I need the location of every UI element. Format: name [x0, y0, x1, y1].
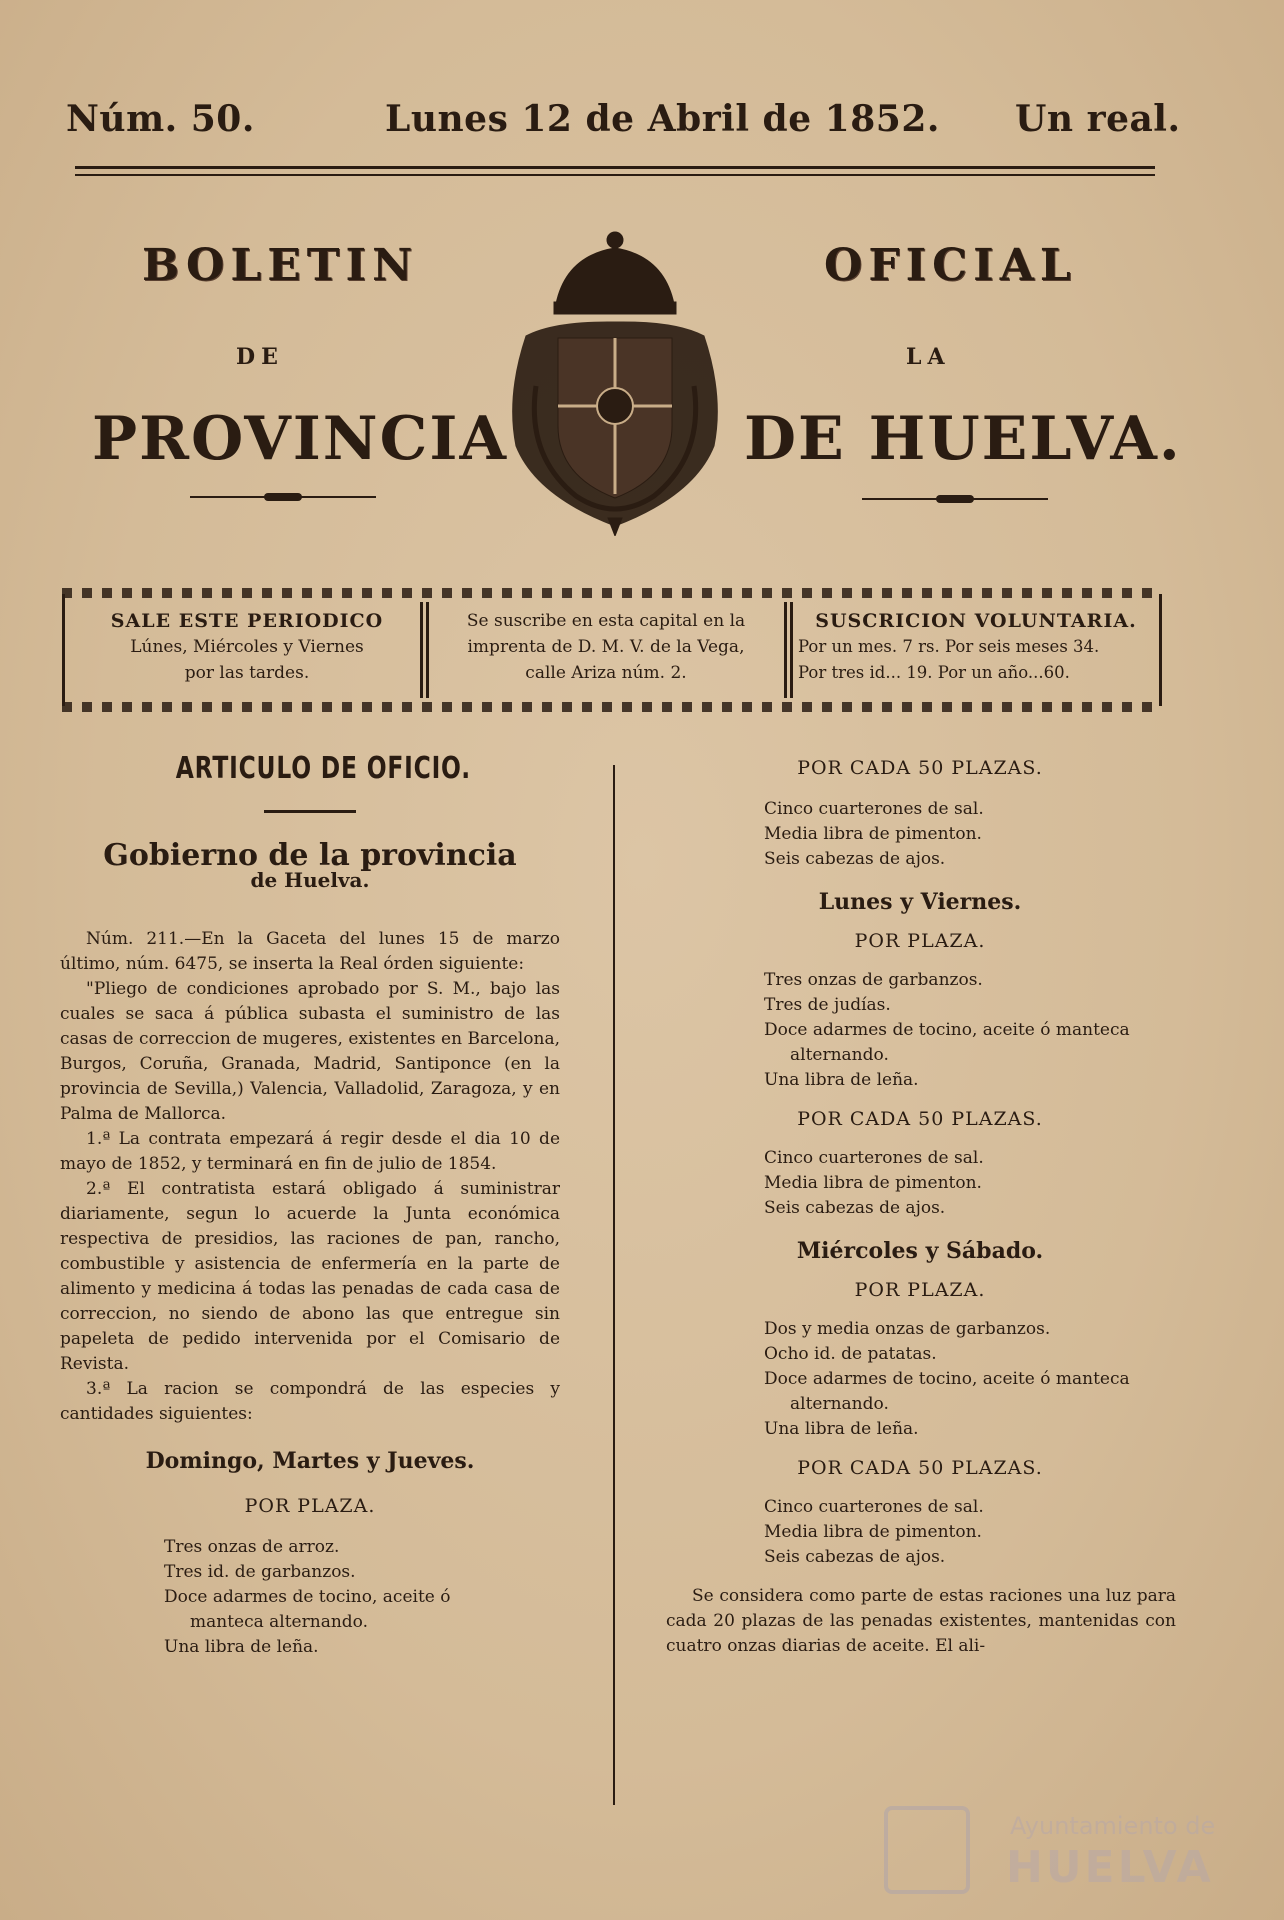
top-rule — [75, 166, 1155, 169]
government-subtitle: de Huelva. — [250, 868, 370, 892]
ration-item: Doce adarmes de tocino, aceite ó manteca alternando. — [764, 1369, 1130, 1414]
right-column — [660, 756, 1180, 1659]
paragraph-condition-1: 1.ª La contrata empezará á regir desde el dia 10 de mayo de 1852, y terminará en fin de julio de 1854. — [60, 1129, 560, 1174]
cada-heading-2: POR CADA 50 PLAZAS. — [797, 1108, 1043, 1130]
article-title-wrap — [60, 751, 560, 804]
government-title: Gobierno de la provincia — [103, 838, 517, 873]
location-line-3: calle Ariza núm. 2. — [525, 663, 687, 683]
flourish-left — [190, 496, 376, 498]
prices-line-2: Por tres id... 19. Por un año...60. — [798, 663, 1070, 682]
cada-item: Seis cabezas de ajos. — [764, 849, 946, 869]
day-heading-3: Miércoles y Sábado. — [796, 1238, 1044, 1264]
cada-item: Cinco cuarterones de sal. — [764, 1148, 984, 1168]
box-border-bottom — [62, 702, 1162, 712]
paragraph-intro: Núm. 211.—En la Gaceta del lunes 15 de marzo último, núm. 6475, se inserta la Real órden siguiente: — [60, 929, 560, 974]
box-separator-2b — [790, 602, 793, 698]
paragraph-condition-3: 3.ª La racion se compondrá de las especies y cantidades siguientes: — [60, 1379, 560, 1424]
masthead-boletin: BOLETIN — [142, 240, 419, 291]
ration-list-1 — [60, 1535, 524, 1660]
masthead-de-huelva: DE HUELVA. — [744, 404, 1182, 474]
masthead-oficial: OFICIAL — [824, 240, 1077, 291]
location-line-2: imprenta de D. M. V. de la Vega, — [467, 637, 745, 657]
issue-date: Lunes 12 de Abril de 1852. — [385, 98, 940, 140]
cada-item: Media libra de pimenton. — [764, 824, 982, 844]
ration-item: Doce adarmes de tocino, aceite ó manteca alternando. — [164, 1587, 451, 1632]
prices-heading: SUSCRICION VOLUNTARIA. — [815, 610, 1137, 632]
ration-item: Tres onzas de garbanzos. — [764, 970, 983, 990]
cada-item: Seis cabezas de ajos. — [764, 1198, 946, 1218]
cada-item: Media libra de pimenton. — [764, 1522, 982, 1542]
cada-heading-3: POR CADA 50 PLAZAS. — [797, 1457, 1043, 1479]
cada-item: Seis cabezas de ajos. — [764, 1547, 946, 1567]
box-border-top — [62, 588, 1162, 598]
ration-item: Tres de judías. — [764, 995, 891, 1015]
plaza-heading-1: POR PLAZA. — [244, 1495, 376, 1517]
ration-item: Tres onzas de arroz. — [164, 1537, 340, 1557]
subscription-prices — [798, 608, 1154, 686]
masthead-la: LA — [906, 344, 951, 370]
title-underline — [264, 810, 356, 813]
cada-list-2 — [660, 1146, 1180, 1221]
box-separator-2 — [784, 602, 787, 698]
watermark-line-2: HUELVA — [1006, 1842, 1214, 1893]
issue-price: Un real. — [1015, 98, 1181, 140]
schedule-days: Lúnes, Miércoles y Viernes — [130, 637, 364, 657]
cada-heading-1: POR CADA 50 PLAZAS. — [797, 757, 1043, 779]
paragraph-pliego: "Pliego de condiciones aprobado por S. M., bajo las cuales se saca á pública subasta el suministro de las casas de correccion de mugeres, existentes en Barcelona, Burgos, Coruña, Granada, Madrid, Santiponce (en la provincia de Sevilla,) Valencia, Valladolid, Zaragoza, y en Palma de Mallorca. — [60, 979, 560, 1124]
subscription-box — [62, 588, 1162, 712]
ration-item: Ocho id. de patatas. — [764, 1344, 937, 1364]
cada-list-1 — [660, 797, 1180, 872]
column-divider — [613, 765, 615, 1805]
plaza-heading-2: POR PLAZA. — [854, 930, 986, 952]
ration-item: Dos y media onzas de garbanzos. — [764, 1319, 1051, 1339]
ration-item: Una libra de leña. — [764, 1419, 919, 1439]
ration-list-2 — [660, 968, 1154, 1093]
issue-number: Núm. 50. — [66, 98, 255, 140]
box-border-right — [1159, 594, 1162, 706]
publication-schedule — [82, 608, 412, 686]
day-heading-1: Domingo, Martes y Jueves. — [145, 1448, 475, 1474]
day-heading-2: Lunes y Viernes. — [818, 889, 1022, 915]
masthead-provincia: PROVINCIA — [92, 404, 509, 474]
coat-of-arms-icon — [496, 226, 734, 536]
left-column — [60, 751, 560, 1660]
ration-item: Una libra de leña. — [764, 1070, 919, 1090]
cada-item: Media libra de pimenton. — [764, 1173, 982, 1193]
watermark-line-1: Ayuntamiento de — [1010, 1812, 1216, 1840]
ration-item: Tres id. de garbanzos. — [164, 1562, 356, 1582]
ration-list-3 — [660, 1317, 1154, 1442]
prices-line-1: Por un mes. 7 rs. Por seis meses 34. — [798, 637, 1100, 656]
plaza-heading-3: POR PLAZA. — [854, 1279, 986, 1301]
schedule-heading: SALE ESTE PERIODICO — [110, 610, 384, 632]
paragraph-condition-2: 2.ª El contratista estará obligado á suministrar diariamente, segun lo acuerde la Junta económica respectiva de presidios, las raciones de pan, rancho, combustible y asistencia de enfermería en la parte de alimento y medicina á todas las penadas de cada casa de correccion, no siendo de abono las que entregue sin papeleta de pedido intervenida por el Comisario de Revista. — [60, 1179, 560, 1374]
box-separator-1 — [420, 602, 423, 698]
watermark-logo-icon — [884, 1806, 970, 1894]
box-border-left — [62, 594, 65, 706]
cada-item: Cinco cuarterones de sal. — [764, 799, 984, 819]
cada-item: Cinco cuarterones de sal. — [764, 1497, 984, 1517]
masthead-de: DE — [236, 344, 284, 370]
cada-list-3 — [660, 1495, 1180, 1570]
flourish-right — [862, 498, 1048, 500]
location-line-1: Se suscribe en esta capital en la — [466, 611, 746, 631]
ration-item: Doce adarmes de tocino, aceite ó manteca alternando. — [764, 1020, 1130, 1065]
schedule-time: por las tardes. — [184, 663, 310, 683]
top-rule-thin — [75, 174, 1155, 176]
ration-item: Una libra de leña. — [164, 1637, 319, 1657]
box-separator-1b — [426, 602, 429, 698]
closing-paragraph: Se considera como parte de estas raciones una luz para cada 20 plazas de las penadas existentes, mantenidas con cuatro onzas diarias de aceite. El ali- — [666, 1586, 1176, 1656]
subscription-location — [436, 608, 776, 686]
article-title: ARTICULO DE OFICIO. — [175, 751, 471, 786]
